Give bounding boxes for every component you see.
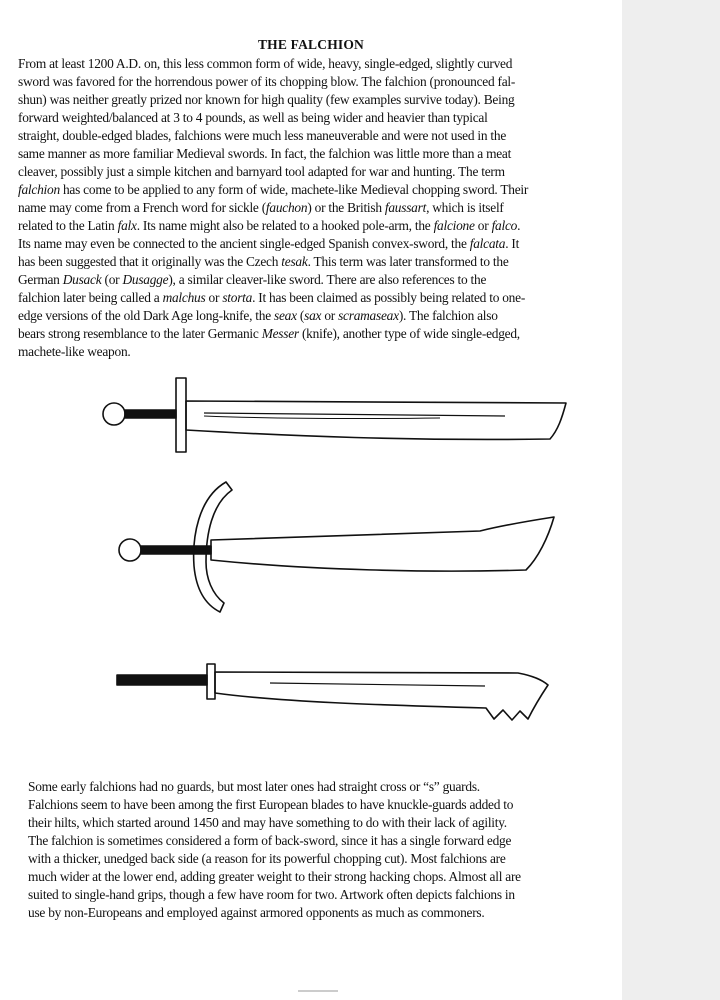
page-footer-mark bbox=[298, 990, 338, 992]
text-line bbox=[18, 235, 624, 253]
text-line bbox=[18, 145, 624, 163]
text-line bbox=[28, 868, 618, 886]
text-run: suited to single-hand grips, though a few have room for two. Artwork often depicts falchions in bbox=[28, 887, 515, 902]
text-run: sword was favored for the horrendous power of its chopping blow. The falchion (pronounced fal- bbox=[18, 74, 516, 89]
text-run: bears strong resemblance to the later Germanic bbox=[18, 326, 262, 341]
text-run: edge versions of the old Dark Age long-knife, the bbox=[18, 308, 274, 323]
italic-term: storta bbox=[222, 290, 253, 305]
text-line bbox=[28, 886, 618, 904]
text-line bbox=[28, 904, 618, 922]
italic-term: seax bbox=[274, 308, 297, 323]
falchion-saw-back-figure bbox=[117, 664, 548, 720]
italic-term: Messer bbox=[261, 326, 299, 341]
text-run: or bbox=[474, 218, 492, 233]
text-line bbox=[18, 253, 624, 271]
text-line bbox=[18, 127, 624, 145]
falchion-s-guard-figure bbox=[119, 482, 554, 612]
italic-term: falcata bbox=[469, 236, 506, 251]
text-run: ( bbox=[296, 308, 305, 323]
text-run: (or bbox=[101, 272, 123, 287]
text-run: straight, double-edged blades, falchions were much less maneuverable and were not used in the bbox=[18, 128, 507, 143]
text-line bbox=[28, 814, 618, 832]
text-run: . bbox=[517, 218, 521, 233]
text-run: Its name may even be connected to the ancient single-edged Spanish convex-sword, the bbox=[18, 236, 470, 251]
italic-term: tesak bbox=[281, 254, 308, 269]
italic-term: scramaseax bbox=[338, 308, 399, 323]
italic-term: faussart bbox=[384, 200, 427, 215]
italic-term: Dusack bbox=[62, 272, 102, 287]
text-run: , which is itself bbox=[426, 200, 504, 215]
text-run: or bbox=[205, 290, 223, 305]
text-run: falchion later being called a bbox=[18, 290, 163, 305]
text-line bbox=[18, 307, 624, 325]
text-run: ) or the British bbox=[307, 200, 385, 215]
text-run: forward weighted/balanced at 3 to 4 pounds, as well as being wider and heavier than typical bbox=[18, 110, 488, 125]
text-run: their hilts, which started around 1450 and may have something to do with their lack of agility. bbox=[28, 815, 507, 830]
text-run: same manner as more familiar Medieval swords. In fact, the falchion was little more than a meat bbox=[18, 146, 512, 161]
text-line bbox=[18, 343, 624, 361]
text-run: shun) was neither greatly prized nor known for high quality (few examples survive today). Being bbox=[18, 92, 515, 107]
page-title: THE FALCHION bbox=[257, 37, 365, 52]
text-line bbox=[18, 163, 624, 181]
text-run: German bbox=[18, 272, 63, 287]
text-run: (knife), another type of wide single-edged, bbox=[298, 326, 520, 341]
text-line bbox=[28, 850, 618, 868]
text-run: much wider at the lower end, adding greater weight to their strong hacking chops. Almost all are bbox=[28, 869, 521, 884]
text-line bbox=[28, 796, 618, 814]
text-line bbox=[18, 325, 624, 343]
text-run: Falchions seem to have been among the first European blades to have knuckle-guards added to bbox=[28, 797, 514, 812]
text-run: cleaver, possibly just a simple kitchen and barnyard tool adapted for war and hunting. The term bbox=[18, 164, 505, 179]
italic-term: falx bbox=[117, 218, 137, 233]
text-line bbox=[18, 217, 624, 235]
text-run: related to the Latin bbox=[18, 218, 118, 233]
text-line bbox=[18, 91, 624, 109]
text-run: The falchion is sometimes considered a form of back-sword, since it has a single forward edge bbox=[28, 833, 512, 848]
text-run: ). The falchion also bbox=[398, 308, 498, 323]
text-run: has come to be applied to any form of wide, machete-like Medieval chopping sword. Their bbox=[59, 182, 529, 197]
italic-term: falcione bbox=[433, 218, 475, 233]
italic-term: Dusagge bbox=[122, 272, 169, 287]
text-line bbox=[18, 199, 624, 217]
text-run: machete-like weapon. bbox=[18, 344, 131, 359]
italic-term: falco bbox=[491, 218, 518, 233]
falchion-straight-guard-figure bbox=[103, 378, 566, 452]
text-run: . This term was later transformed to the bbox=[307, 254, 509, 269]
text-line bbox=[18, 109, 624, 127]
italic-term: sax bbox=[304, 308, 322, 323]
text-run: . Its name might also be related to a hooked pole-arm, the bbox=[136, 218, 434, 233]
text-line bbox=[28, 778, 618, 796]
text-run: . It has been claimed as possibly being related to one- bbox=[252, 290, 526, 305]
text-line bbox=[18, 181, 624, 199]
text-run: Some early falchions had no guards, but most later ones had straight cross or “s” guards. bbox=[28, 779, 480, 794]
text-run: with a thicker, unedged back side (a reason for its powerful chopping cut). Most falchions are bbox=[28, 851, 506, 866]
text-line bbox=[18, 289, 624, 307]
text-run: ), a similar cleaver-like sword. There are also references to the bbox=[168, 272, 487, 287]
guards-paragraph bbox=[28, 778, 618, 922]
italic-term: malchus bbox=[162, 290, 206, 305]
falchion-illustrations bbox=[80, 370, 600, 730]
text-run: has been suggested that it originally was the Czech bbox=[18, 254, 282, 269]
text-line bbox=[18, 73, 624, 91]
text-line bbox=[18, 271, 624, 289]
text-line bbox=[18, 55, 624, 73]
italic-term: falchion bbox=[18, 182, 60, 197]
text-run: use by non-Europeans and employed against armored opponents as much as commoners. bbox=[28, 905, 485, 920]
text-run: From at least 1200 A.D. on, this less common form of wide, heavy, single-edged, slightly curved bbox=[18, 56, 513, 71]
text-run: . It bbox=[505, 236, 520, 251]
scan-margin bbox=[622, 0, 720, 1000]
text-run: name may come from a French word for sickle ( bbox=[18, 200, 266, 215]
intro-paragraph bbox=[18, 55, 624, 361]
text-line bbox=[28, 832, 618, 850]
italic-term: fauchon bbox=[265, 200, 308, 215]
text-run: or bbox=[321, 308, 339, 323]
